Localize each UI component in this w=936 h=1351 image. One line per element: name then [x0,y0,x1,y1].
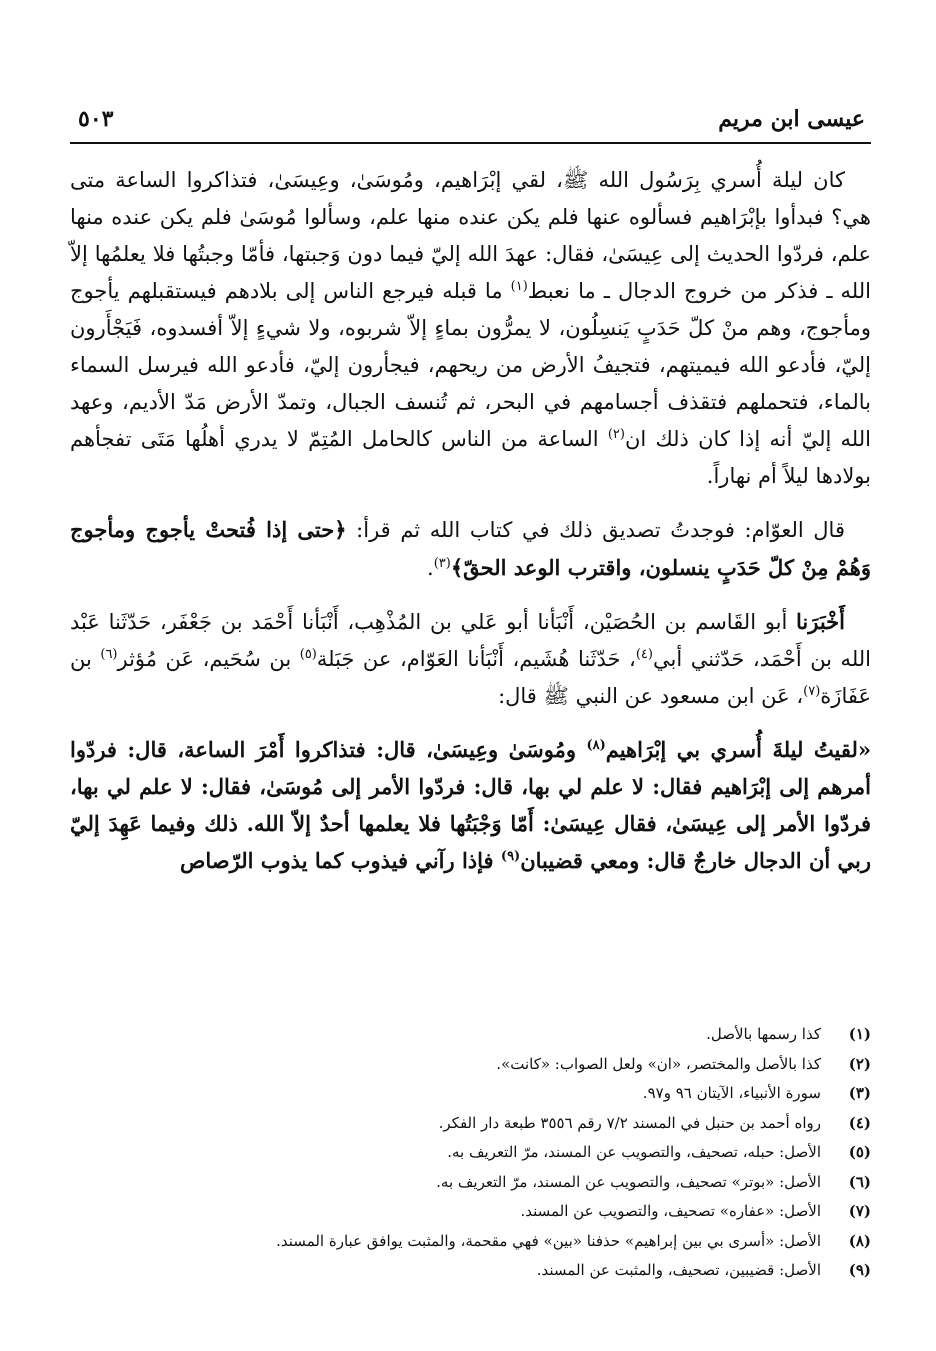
paragraph-text: بن سُحَيم، عَن مُؤثر [117,647,300,671]
footnote-number: (٣) [848,1084,871,1102]
main-text [70,162,871,895]
page-number: ٥٠٣ [78,106,114,132]
footnotes [70,1020,871,1286]
footnote [70,1168,871,1198]
paragraph-text: الساعة من الناس كالحامل المُتِمّ لا يدري أهلُها مَتَى تفجأهم بولادها ليلاً أم نهاراً. [70,427,871,488]
paragraph-4 [70,731,871,879]
paragraph-text: ، حَدّثَنا هُشَيم، أَنْبَأنا العَوّام، عن جَبَلة [316,647,636,671]
paragraph-2 [70,511,871,587]
footnote [70,1050,871,1080]
footnote-number: (٨) [848,1231,871,1250]
running-title: عيسى ابن مريم [718,106,865,132]
book-page [70,0,871,1351]
footnote-text: الأصل: «بوتر» تصحيف، والتصويب عن المسند، مرّ التعريف به. [436,1172,821,1191]
paragraph-1 [70,162,871,495]
footnote-text: كذا بالأصل والمختصر، «ان» ولعل الصواب: «كانت». [496,1054,821,1073]
footnote [70,1227,871,1257]
paragraph-text: كان ليلة أُسري بِرَسُول الله ﷺ، لقي إبْرَاهيم، ومُوسَىٰ، وعِيسَىٰ، فتذاكروا الساعة متى هي؟ فبدأوا بإبْرَاهيم فسألوه عنها فلم يكن عنده منها علم، وسألوا مُوسَىٰ فلم يكن عنده منها علم، فردّوا الحديث إلى عِيسَىٰ، فقال: عهدَ الله إليّ فيما دون وَجبتها، فأمّا وجبتُها فلا يعلمُها إلاّ الله ـ فذكر من خروج الدجال ـ ما نعبط [70,168,871,303]
footnote-number: (٧) [848,1202,871,1220]
footnote-ref: (٤) [635,647,653,662]
paragraph-text: ، عَن ابن مسعود عن النبي ﷺ قال: [498,684,804,708]
quran-quote: ﴿حتى إذا فُتحتْ يأجوج ومأجوج وَهُمْ مِنْ كلّ حَدَبٍ ينسلون، واقترب الوعد الحقّ﴾ [70,517,871,580]
isnad-lead: أَخْبَرَنا [796,609,845,634]
footnote-ref: (٢) [607,427,625,442]
paragraph-3 [70,603,871,715]
footnote [70,1138,871,1168]
footnote-number: (٢) [848,1054,871,1073]
page-header [70,98,871,142]
header-rule [70,142,871,144]
footnote-ref: (٥) [299,647,317,662]
footnote-text: الأصل: «أسرى بي بين إبراهيم» حذفنا «بين» فهي مقحمة، والمثبت يوافق عبارة المسند. [276,1231,821,1250]
footnote-ref: (٧) [803,684,821,699]
footnote-number: (٩) [848,1261,871,1279]
footnote-text: الأصل: «عفاره» تصحيف، والتصويب عن المسند. [520,1202,821,1220]
footnote-number: (٤) [848,1113,871,1132]
footnote-ref: (٨) [586,738,606,753]
footnote-text: الأصل: حبله، تصحيف، والتصويب عن المسند، مرّ التعريف به. [447,1143,821,1161]
footnote-text: سورة الأنبياء، الآيتان ٩٦ و٩٧. [642,1084,821,1102]
paragraph-text: . [427,556,434,580]
footnote-text: الأصل: قضيبين، تصحيف، والمثبت عن المسند. [536,1261,821,1279]
footnote-ref: (٣) [433,556,451,571]
footnote [70,1197,871,1227]
hadith-text: «لقيتُ ليلةَ أُسري بي إبْرَاهيم [605,737,871,762]
paragraph-text: أبو القَاسم بن الحُصَيْن، أَنْبَأنا أبو عَلي بن المُذْهِب، أَنْبَأنا أَحْمَد بن جَعْفَر، حَدّثَنا عَبْد الله بن أَحْمَد، حَدّثني أبي [70,610,871,671]
footnote-ref: (٩) [500,849,521,864]
footnote [70,1109,871,1139]
hadith-text: ومُوسَىٰ وعِيسَىٰ، قال: فتذاكروا أَمْرَ الساعة، قال: فردّوا أمرهم إلى إبْرَاهيم فقال: لا علم لي بها، قال: فردّوا الأمر إلى مُوسَىٰ، فقال: لا علم لي بها، فردّوا الأمر إلى عِيسَىٰ، فقال عِيسَىٰ: أَمّا وَجْبَتُها فلا يعلمها أحدٌ إلاّ الله. ذلك وفيما عَهِدَ إليّ ربي أن الدجال خارجٌ قال: ومعي قضيبان [70,737,871,873]
footnote-number: (١) [848,1025,871,1043]
paragraph-text: بن عَفَازَة [70,647,871,708]
footnote [70,1020,871,1050]
footnote [70,1256,871,1286]
footnote-number: (٦) [848,1172,871,1191]
footnote-text: رواه أحمد بن حنبل في المسند ٧/٢ رقم ٣٥٥٦ طبعة دار الفكر. [438,1113,821,1132]
paragraph-text: قال العوّام: فوجدتُ تصديق ذلك في كتاب الله ثم قرأ: [346,518,845,542]
footnote-ref: (١) [510,279,528,294]
hadith-text: فإذا رآني فيذوب كما يذوب الرّصاص [180,848,501,873]
footnote-ref: (٦) [100,647,118,662]
footnote [70,1079,871,1109]
footnote-number: (٥) [848,1143,871,1161]
paragraph-text: ما قبله فيرجع الناس إلى بلادهم فيستقبلهم يأجوج ومأجوج، وهم منْ كلّ حَدَبٍ يَنسِلُون، لا يمرُّون بماءٍ إلاّ شربوه، ولا شيءٍ إلاّ أفسدوه، فَيَجْأَرون إليّ، فأدعو الله فيميتهم، فتجيفُ الأرض من ريحهم، فيجأرون إليّ، فأدعو الله فيرسل السماء بالماء، فتحملهم فتقذف أجسامهم في البحر، ثم تُنسف الجبال، وتمدّ الأرض مَدّ الأديم، وعهد الله إليّ أنه إذا كان ذلك ان [70,279,871,451]
footnote-text: كذا رسمها بالأصل. [706,1025,821,1043]
